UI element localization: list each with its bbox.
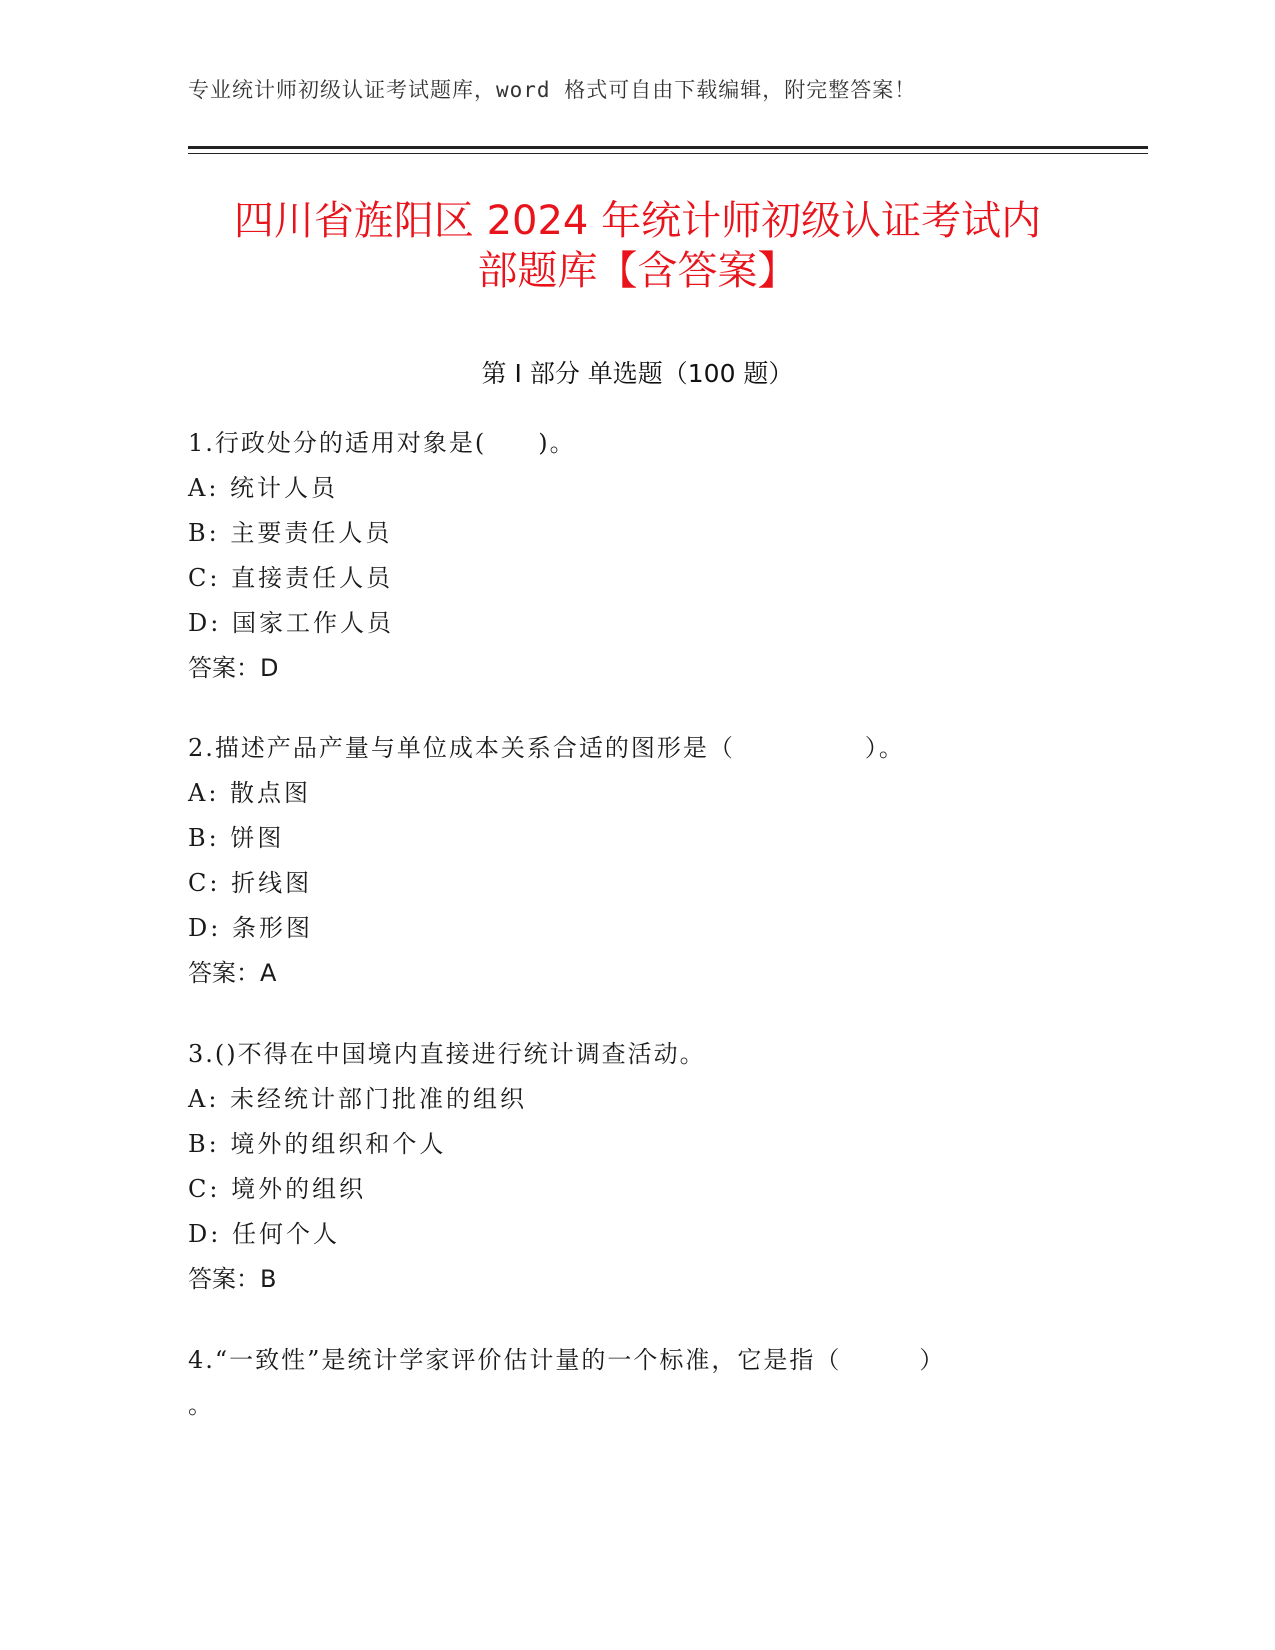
question-stem-continuation: 。 <box>188 1391 214 1419</box>
header-note: 专业统计师初级认证考试题库，word 格式可自由下载编辑，附完整答案！ <box>188 78 917 102</box>
answer: 答案：D <box>188 654 279 682</box>
header-divider-thick <box>188 146 1148 149</box>
option-a: A: 散点图 <box>188 779 312 807</box>
option-d: D: 条形图 <box>188 914 313 942</box>
question-stem: 1.行政处分的适用对象是( )。 <box>188 429 576 457</box>
question-2 <box>188 726 1088 996</box>
title-line-1: 四川省旌阳区 2024 年统计师初级认证考试内 <box>233 198 1042 244</box>
option-d: D: 任何个人 <box>188 1220 340 1248</box>
option-a: A: 统计人员 <box>188 474 339 502</box>
option-d: D: 国家工作人员 <box>188 609 394 637</box>
option-c: C: 折线图 <box>188 869 313 897</box>
option-a: A: 未经统计部门批准的组织 <box>188 1085 528 1113</box>
question-stem: 2.描述产品产量与单位成本关系合适的图形是（ ）。 <box>188 734 905 762</box>
question-stem: 4.“一致性”是统计学家评价估计量的一个标准，它是指（ ） <box>188 1346 946 1374</box>
section-heading: 第 I 部分 单选题（100 题） <box>481 359 794 388</box>
title-line-2: 部题库【含答案】 <box>477 248 798 294</box>
question-3 <box>188 1032 1088 1302</box>
document-title <box>160 196 1115 296</box>
question-4 <box>188 1338 1088 1428</box>
question-1 <box>188 421 1088 691</box>
answer: 答案：B <box>188 1265 277 1293</box>
question-stem: 3.()不得在中国境内直接进行统计调查活动。 <box>188 1040 706 1068</box>
option-b: B: 饼图 <box>188 824 285 852</box>
answer: 答案：A <box>188 959 277 987</box>
header-divider-thin <box>188 153 1148 154</box>
option-b: B: 主要责任人员 <box>188 519 393 547</box>
option-c: C: 直接责任人员 <box>188 564 394 592</box>
option-b: B: 境外的组织和个人 <box>188 1130 447 1158</box>
option-c: C: 境外的组织 <box>188 1175 367 1203</box>
